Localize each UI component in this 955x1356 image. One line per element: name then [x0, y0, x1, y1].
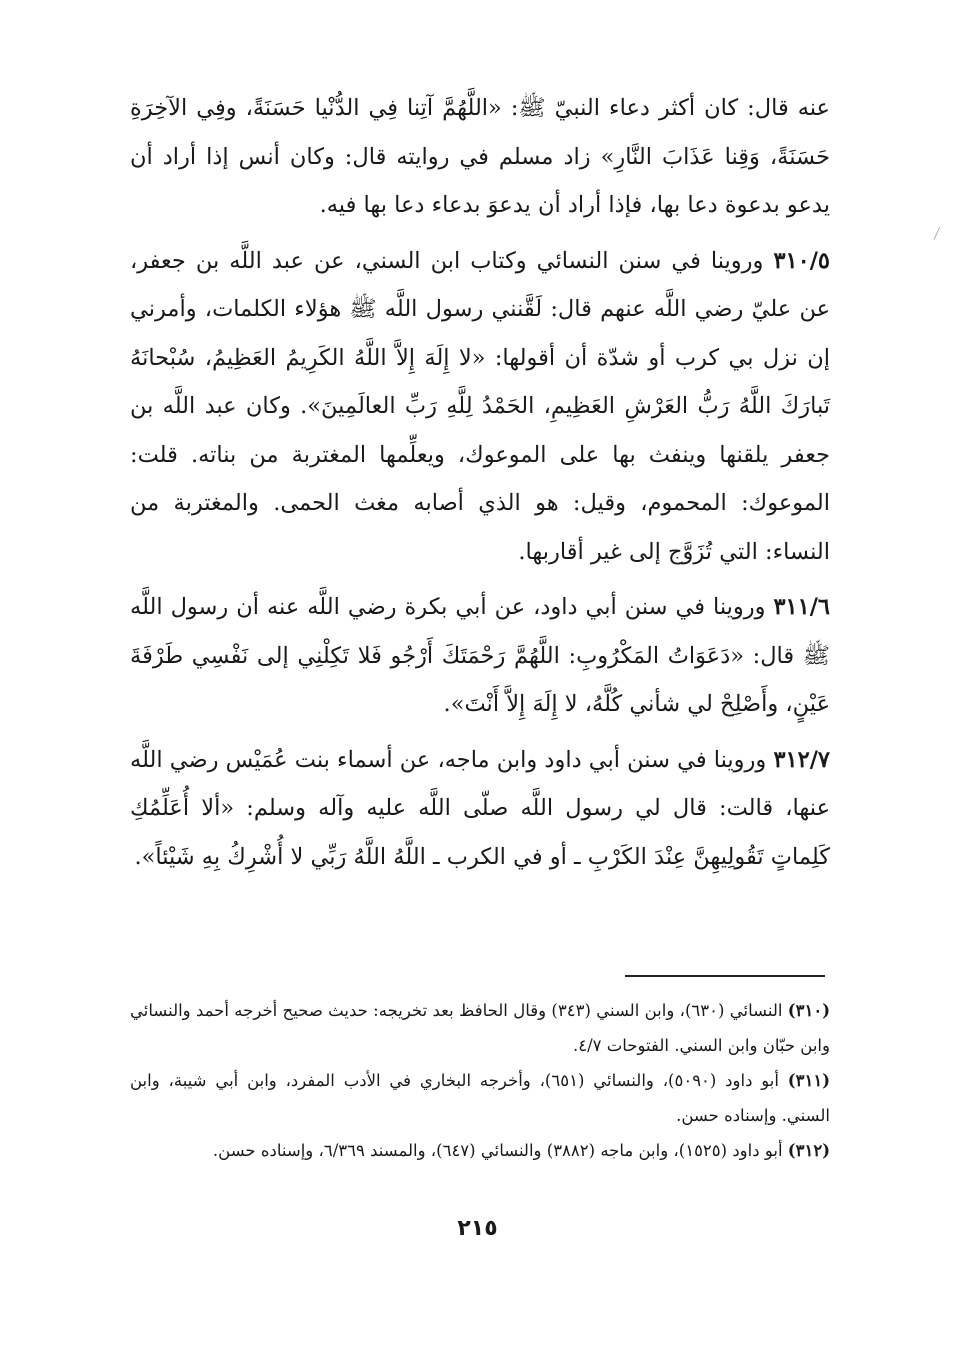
- hadith-number: ٣١٠/٥: [773, 247, 830, 274]
- paragraph-text: وروينا في سنن النسائي وكتاب ابن السني، عن عبد اللَّه بن جعفر، عن عليّ رضي اللَّه عنهم قال: لَقَّنني رسول اللَّه ﷺ هؤلاء الكلمات، وأمرني إن نزل بي كرب أو شدّة أن أقولها: «لا إِلَهَ إِلاَّ اللَّهُ الكَرِيمُ العَظِيمُ، سُبْحانَهُ تَبارَكَ اللَّهُ رَبُّ العَرْشِ العَظِيمِ، الحَمْدُ لِلَّهِ رَبِّ العالَمِينَ». وكان عبد اللَّه بن جعفر يلقنها وينفث بها على الموعوك، ويعلِّمها المغتربة من بناته. قلت: الموعوك: المحموم، وقيل: هو الذي أصابه مغث الحمى. والمغتربة من النساء: التي تُزَوَّج إلى غير أقاربها.: [130, 247, 830, 565]
- footnote-text: النسائي (٦٣٠)، وابن السني (٣٤٣) وقال الحافظ بعد تخريجه: حديث صحيح أخرجه أحمد والنسائي وابن حبّان وابن السني. الفتوحات ٤/٧.: [130, 1001, 830, 1055]
- footnote-text: أبو داود (١٥٢٥)، وابن ماجه (٣٨٨٢) والنسائي (٦٤٧)، والمسند ٦/٣٦٩، وإسناده حسن.: [212, 1141, 788, 1160]
- footnote-311: [130, 1063, 830, 1133]
- footnote-ref: (٣١٢): [787, 1141, 830, 1160]
- page-number: ٢١٥: [457, 1216, 498, 1241]
- paragraph-text: وروينا في سنن أبي داود وابن ماجه، عن أسماء بنت عُمَيْس رضي اللَّه عنها، قالت: قال لي رسول اللَّه صلّى اللَّه عليه وآله وسلم: «ألا أُعَلِّمُكِ كَلِماتٍ تَقُولِيهِنَّ عِنْدَ الكَرْبِ ـ أو في الكرب ـ اللَّهُ اللَّهُ رَبِّي لا أُشْرِكُ بِهِ شَيْئاً».: [130, 746, 830, 870]
- paragraph-4: [130, 736, 830, 882]
- footnote-310: [130, 993, 830, 1063]
- hadith-number: ٣١٢/٧: [773, 746, 830, 773]
- footnote-ref: (٣١١): [787, 1071, 831, 1090]
- footnotes: [130, 993, 830, 1168]
- footnote-312: [130, 1133, 830, 1168]
- paragraph-1: [130, 84, 830, 230]
- paragraph-3: [130, 583, 830, 729]
- paragraph-text: عنه قال: كان أكثر دعاء النبيّ ﷺ: «اللَّهُمَّ آتِنا فِي الدُّنْيا حَسَنَةً، وفِي الآخِرَةِ حَسَنَةً، وَقِنا عَذَابَ النَّارِ» زاد مسلم في روايته قال: وكان أنس إذا أراد أن يدعو بدعوة دعا بها، فإذا أراد أن يدعوَ بدعاء دعا بها فيه.: [130, 95, 830, 218]
- footnote-text: أبو داود (٥٠٩٠)، والنسائي (٦٥١)، وأخرجه البخاري في الأدب المفرد، وابن أبي شيبة، وابن السني. وإسناده حسن.: [130, 1071, 830, 1125]
- hadith-number: ٣١١/٦: [773, 594, 830, 620]
- main-text: [130, 84, 830, 881]
- paragraph-text: وروينا في سنن أبي داود، عن أبي بكرة رضي اللَّه عنه أن رسول اللَّه ﷺ قال: «دَعَوَاتُ المَكْرُوبِ: اللَّهُمَّ رَحْمَتَكَ أَرْجُو فَلا تَكِلْنِي إلى نَفْسِي طَرْفَةَ عَيْنٍ، وأَصْلِحْ لي شأني كُلَّهُ، لا إِلَهَ إِلاَّ أَنْتَ».: [130, 594, 830, 717]
- scan-mark: [933, 227, 947, 243]
- footnote-ref: (٣١٠): [787, 1001, 831, 1020]
- footnote-divider: [625, 975, 825, 977]
- paragraph-2: [130, 237, 830, 577]
